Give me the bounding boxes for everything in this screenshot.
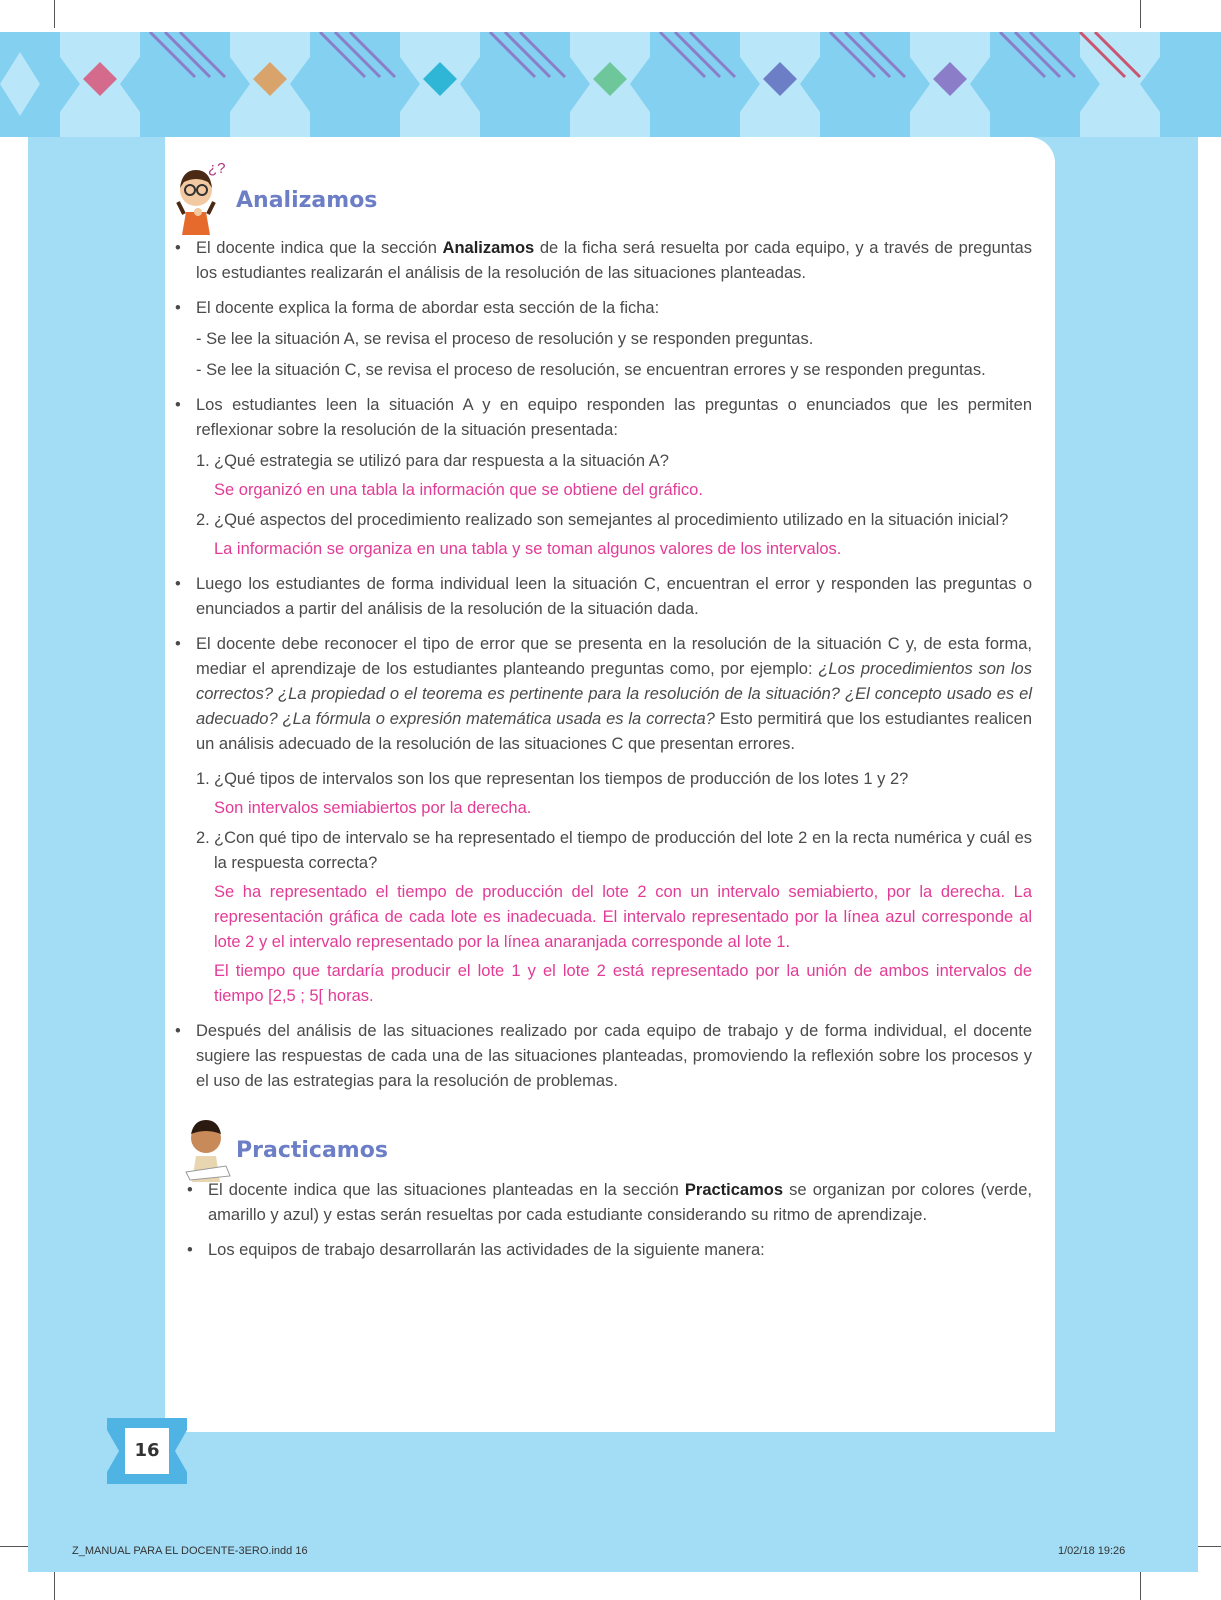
crop-mark [1195, 1546, 1221, 1547]
question-item [196, 508, 1032, 562]
list-item [172, 393, 1032, 562]
list-item [172, 296, 1032, 383]
text: • Después del análisis de las situaciones realizado por cada equipo de trabajo y de forma individual, el docente sugiere las respuestas de cada una de las situaciones planteadas, promoviendo la reflexión sobre los procesos y el uso de las estrategias para la resolución de problemas. [196, 1022, 1032, 1090]
footer-file: Z_MANUAL PARA EL DOCENTE-3ERO.indd 16 [72, 1545, 308, 1557]
question-item [196, 767, 1032, 821]
list-item [172, 1019, 1032, 1094]
list-item [184, 1238, 1032, 1263]
text: • Los equipos de trabajo desarrollarán las actividades de la siguiente manera: [208, 1241, 765, 1259]
question-marks: ¿? [208, 160, 226, 177]
answer-text: Se organizó en una tabla la información que se obtiene del gráfico. [214, 481, 703, 499]
question-text: ¿Qué tipos de intervalos son los que representan los tiempos de producción de los lotes 1 y 2? [214, 770, 909, 788]
answer-text: Se ha representado el tiempo de producción del lote 2 con un intervalo semiabierto, por la derecha. La representación gráfica de cada lote es inadecuada. El intervalo representado por la línea azul corresponde al lote 2 y el intervalo representado por la línea anaranjada corresponde al lote 1. [214, 883, 1032, 951]
text: • Los estudiantes leen la situación A y en equipo responden las preguntas o enunciados que les permiten reflexionar sobre la resolución de la situación presentada: [196, 396, 1032, 439]
page-number-badge [107, 1418, 187, 1484]
question-item [196, 449, 1032, 503]
pattern-icon [0, 32, 1221, 137]
main-content [172, 160, 1032, 1273]
sub-item: - Se lee la situación C, se revisa el proceso de resolución, se encuentran errores y se responden preguntas. [196, 361, 986, 379]
list-item [172, 572, 1032, 622]
question-text: ¿Con qué tipo de intervalo se ha representado el tiempo de producción del lote 2 en la recta numérica y cuál es la respuesta correcta? [214, 829, 1032, 872]
analizamos-list [172, 236, 1032, 1094]
question-number: 1. [196, 770, 210, 788]
text: El docente debe reconocer el tipo de error que se presenta en la resolución de la situación C y, de esta forma, mediar el aprendizaje de los estudiantes planteando preguntas como, por ejemplo: [196, 635, 1032, 678]
bold-text: Practicamos [684, 1181, 784, 1199]
sub-item: - Se lee la situación A, se revisa el proceso de resolución y se responden preguntas. [196, 330, 814, 348]
text: El docente indica que la sección [196, 239, 443, 257]
question-list [196, 449, 1032, 562]
page-number: 16 [134, 1440, 160, 1461]
text: de la ficha será resuelta por cada equipo, y a través de preguntas los estudiantes realizarán el análisis de la resolución de las situaciones planteadas. [196, 239, 1032, 282]
boy-studying-icon [178, 1110, 238, 1185]
crop-mark [54, 0, 55, 28]
crop-mark [54, 1572, 55, 1600]
text: El docente indica que las situaciones planteadas en la sección [208, 1181, 685, 1199]
analizamos-header [172, 160, 1032, 240]
answer-text: Son intervalos semiabiertos por la derecha. [214, 799, 532, 817]
text: se organizan por colores (verde, amarillo y azul) y estas serán resueltas por cada estudiante considerando su ritmo de aprendizaje. [208, 1181, 1032, 1224]
footer-date: 1/02/18 19:26 [1058, 1545, 1126, 1557]
section-title-analizamos: Analizamos [236, 188, 378, 213]
list-item [172, 632, 1032, 1009]
question-number: 2. [196, 511, 210, 529]
question-number: 1. [196, 452, 210, 470]
text: • Luego los estudiantes de forma individual leen la situación C, encuentran el error y responden las preguntas o enunciados a partir del análisis de la resolución de la situación dada. [196, 575, 1032, 618]
answer-text: El tiempo que tardaría producir el lote 1 y el lote 2 está representado por la unión de ambos intervalos de tiempo [2,5 ; 5[ horas. [214, 962, 1032, 1005]
italic-text: ¿Los procedimientos son los correctos? ¿La propiedad o el teorema es pertinente para la resolución de la situación? ¿El concepto usado es el adecuado? ¿La fórmula o expresión matemática usada es la correcta? [196, 660, 1032, 728]
text: • El docente explica la forma de abordar esta sección de la ficha: [196, 299, 660, 317]
question-text: ¿Qué estrategia se utilizó para dar respuesta a la situación A? [214, 452, 669, 470]
answer-text: La información se organiza en una tabla y se toman algunos valores de los intervalos. [214, 540, 842, 558]
question-list [196, 767, 1032, 1009]
list-item [172, 236, 1032, 286]
question-text: ¿Qué aspectos del procedimiento realizado son semejantes al procedimiento utilizado en la situación inicial? [214, 511, 1009, 529]
text: Esto permitirá que los estudiantes realicen un análisis adecuado de la resolución de las situaciones C que presentan errores. [196, 710, 1033, 753]
decorative-header-band [0, 32, 1221, 137]
bold-text: Analizamos [442, 239, 535, 257]
section-title-practicamos: Practicamos [236, 1138, 388, 1163]
practicamos-list [172, 1178, 1032, 1263]
question-item [196, 826, 1032, 1009]
crop-mark [1140, 0, 1141, 28]
list-item [184, 1178, 1032, 1228]
crop-mark [0, 1546, 28, 1547]
question-number: 2. [196, 829, 210, 847]
crop-mark [1140, 1572, 1141, 1600]
